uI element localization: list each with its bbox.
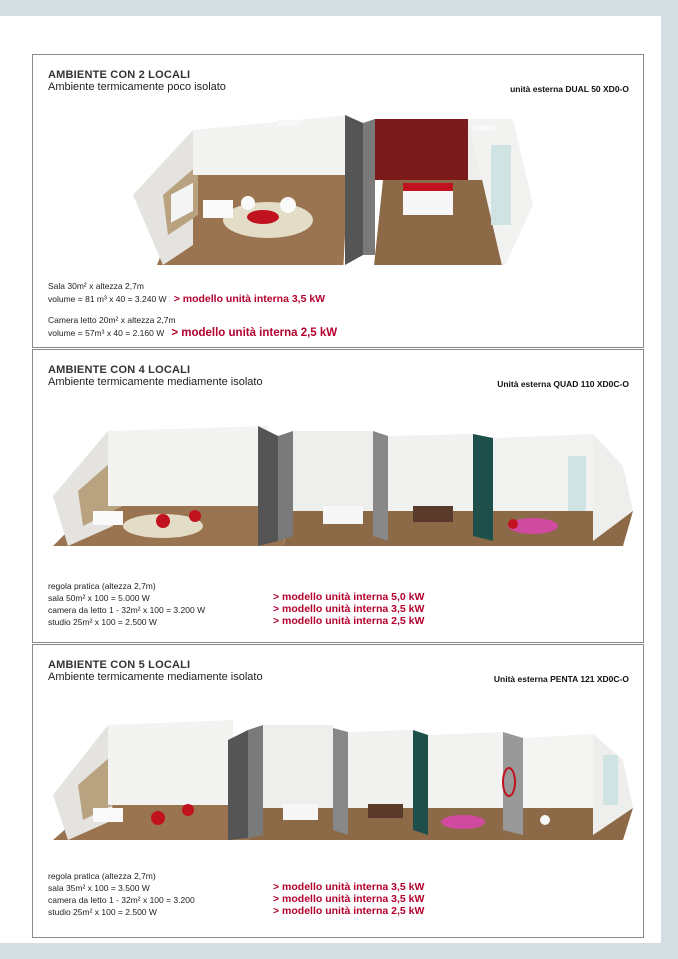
outdoor-unit-label: unità esterna DUAL 50 XD0-O <box>510 84 629 94</box>
calc-line <box>48 328 337 339</box>
outdoor-unit-label: Unità esterna QUAD 110 XD0C-O <box>497 379 629 389</box>
calc-line: Camera letto 20m² x altezza 2,7m <box>48 315 176 325</box>
rule-intro: regola pratica (altezza 2,7m) <box>48 581 156 591</box>
panel-subtitle: Ambiente termicamente poco isolato <box>48 81 226 93</box>
page-sheet <box>0 16 661 943</box>
panel-title: AMBIENTE CON 2 LOCALI <box>48 69 191 81</box>
panel-4-rooms <box>32 349 644 643</box>
calc-line <box>48 294 325 305</box>
model-result: > modello unità interna 2,5 kW <box>273 905 425 917</box>
panel-5-rooms <box>32 644 644 938</box>
panel-subtitle: Ambiente termicamente mediamente isolato <box>48 376 263 388</box>
calc-label: volume = 81 m³ x 40 = 3.240 W <box>48 294 167 304</box>
room-illustration <box>33 105 645 265</box>
model-result: > modello unità interna 3,5 kW <box>173 293 326 305</box>
model-result: > modello unità interna 3,5 kW <box>273 881 425 893</box>
calc-line: sala 35m² x 100 = 3.500 W <box>48 883 150 893</box>
model-result: > modello unità interna 3,5 kW <box>273 603 425 615</box>
calc-line: studio 25m² x 100 = 2.500 W <box>48 617 157 627</box>
panel-title: AMBIENTE CON 5 LOCALI <box>48 659 191 671</box>
model-result: > modello unità interna 2,5 kW <box>273 615 425 627</box>
calc-line: sala 50m² x 100 = 5.000 W <box>48 593 150 603</box>
panel-title: AMBIENTE CON 4 LOCALI <box>48 364 191 376</box>
room-illustration <box>33 700 645 840</box>
calc-line: studio 25m² x 100 = 2.500 W <box>48 907 157 917</box>
calc-line: Sala 30m² x altezza 2,7m <box>48 281 144 291</box>
panel-2-rooms <box>32 54 644 348</box>
rule-intro: regola pratica (altezza 2,7m) <box>48 871 156 881</box>
outdoor-unit-label: Unità esterna PENTA 121 XD0C-O <box>493 674 629 684</box>
model-result: > modello unità interna 5,0 kW <box>273 591 425 603</box>
model-result: > modello unità interna 3,5 kW <box>273 893 425 905</box>
model-result: > modello unità interna 2,5 kW <box>171 327 338 339</box>
calc-line: camera da letto 1 - 32m² x 100 = 3.200 W <box>48 605 206 615</box>
calc-line: camera da letto 1 - 32m² x 100 = 3.200 <box>48 895 195 905</box>
calc-label: volume = 57m³ x 40 = 2.160 W <box>48 328 165 338</box>
panel-subtitle: Ambiente termicamente mediamente isolato <box>48 671 263 683</box>
room-illustration <box>33 406 645 546</box>
